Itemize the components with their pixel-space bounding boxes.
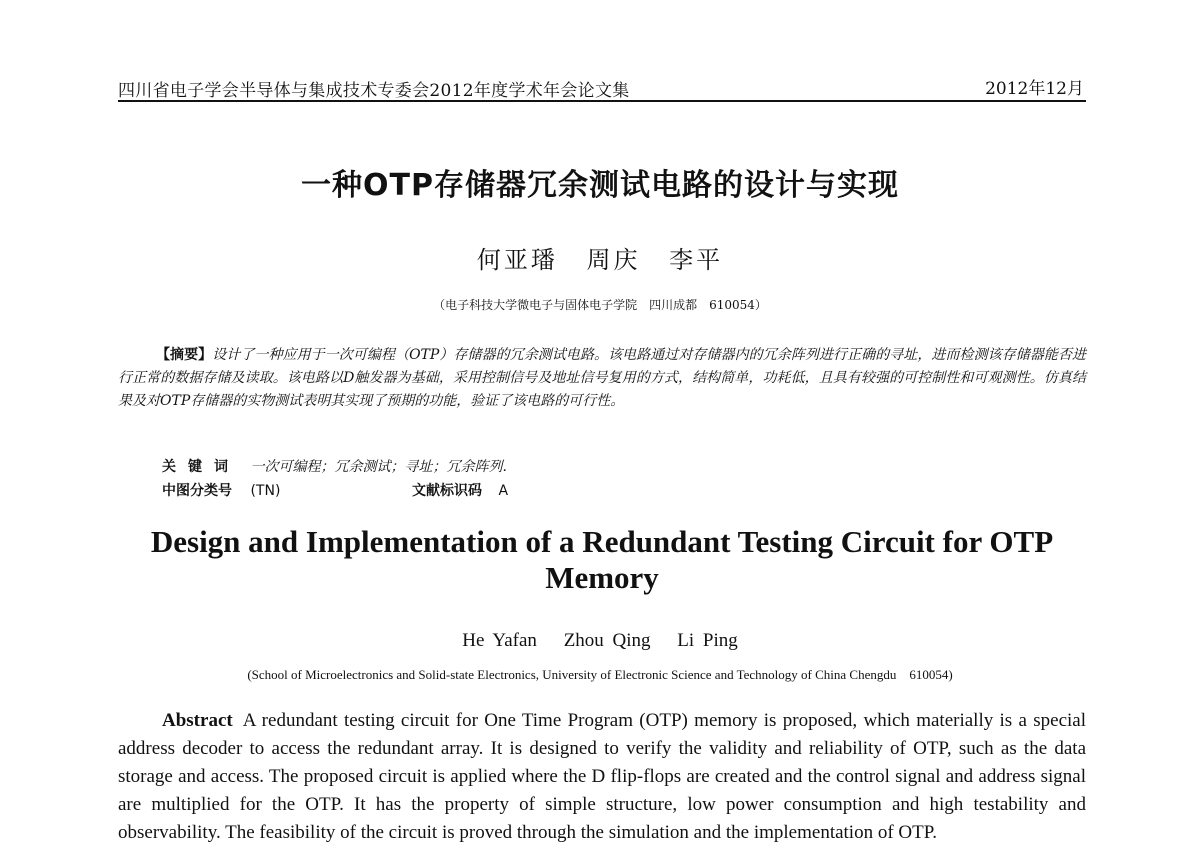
chinese-title: 一种OTP存储器冗余测试电路的设计与实现 — [301, 168, 899, 203]
classification-label: 中图分类号 — [162, 483, 232, 499]
document-code-value: A — [498, 483, 509, 499]
author-name: He Yafan — [462, 630, 537, 651]
author-name: Li Ping — [677, 630, 738, 651]
english-title: Design and Implementation of a Redundant Testing Circuit for OTP Memory — [150, 524, 1054, 595]
chinese-abstract-label: 【摘要】 — [156, 347, 213, 363]
running-header-date: 2012年12月 — [985, 79, 1084, 99]
english-abstract — [118, 707, 1086, 847]
chinese-abstract-text: 设计了一种应用于一次可编程（OTP）存储器的冗余测试电路。该电路通过对存储器内的冗余阵列进行正确的寻址，进而检测该存储器能否进行正常的数据存储及读取。该电路以D触发器为基础，采用控制信号及地址信号复用的方式，结构简单，功耗低，且具有较强的可控制性和可观测性。仿真结果及对OTP存储器的实物测试表明其实现了预期的功能，验证了该电路的可行性。 — [118, 347, 1087, 409]
english-abstract-text: A redundant testing circuit for One Time Program (OTP) memory is proposed, which materially is a special address decoder to access the redundant array. It is designed to verify the validity and reliability of OTP, such as the data storage and access. The proposed circuit is applied where the D flip-flops are created and the control signal and address signal are multiplied for the OTP. It has the property of simple structure, low power consumption and high testability and observability. The feasibility of the circuit is proved through the simulation and the implementation of OTP. — [118, 710, 1086, 843]
document-code-group — [412, 480, 508, 500]
running-header-journal: 四川省电子学会半导体与集成技术专委会2012年度学术年会论文集 — [118, 81, 630, 101]
document-code-label: 文献标识码 — [412, 483, 482, 499]
running-header — [118, 70, 1086, 102]
chinese-abstract — [118, 344, 1086, 413]
keywords-label: 关键词 — [162, 459, 240, 475]
keywords-text: 一次可编程；冗余测试；寻址；冗余阵列. — [250, 459, 507, 475]
classification-line — [162, 480, 509, 500]
chinese-affiliation: （电子科技大学微电子与固体电子学院 四川成都 610054） — [433, 298, 767, 312]
author-name: Zhou Qing — [563, 630, 651, 651]
chinese-authors: 何亚璠 周庆 李平 — [476, 246, 724, 274]
classification-value: (TN) — [250, 483, 281, 499]
chinese-keywords — [162, 456, 507, 476]
english-authors — [0, 630, 1200, 652]
english-affiliation: (School of Microelectronics and Solid-state Electronics, University of Electronic Science and Technology of China Chengdu 610054) — [247, 667, 953, 682]
english-abstract-label: Abstract — [162, 710, 233, 731]
